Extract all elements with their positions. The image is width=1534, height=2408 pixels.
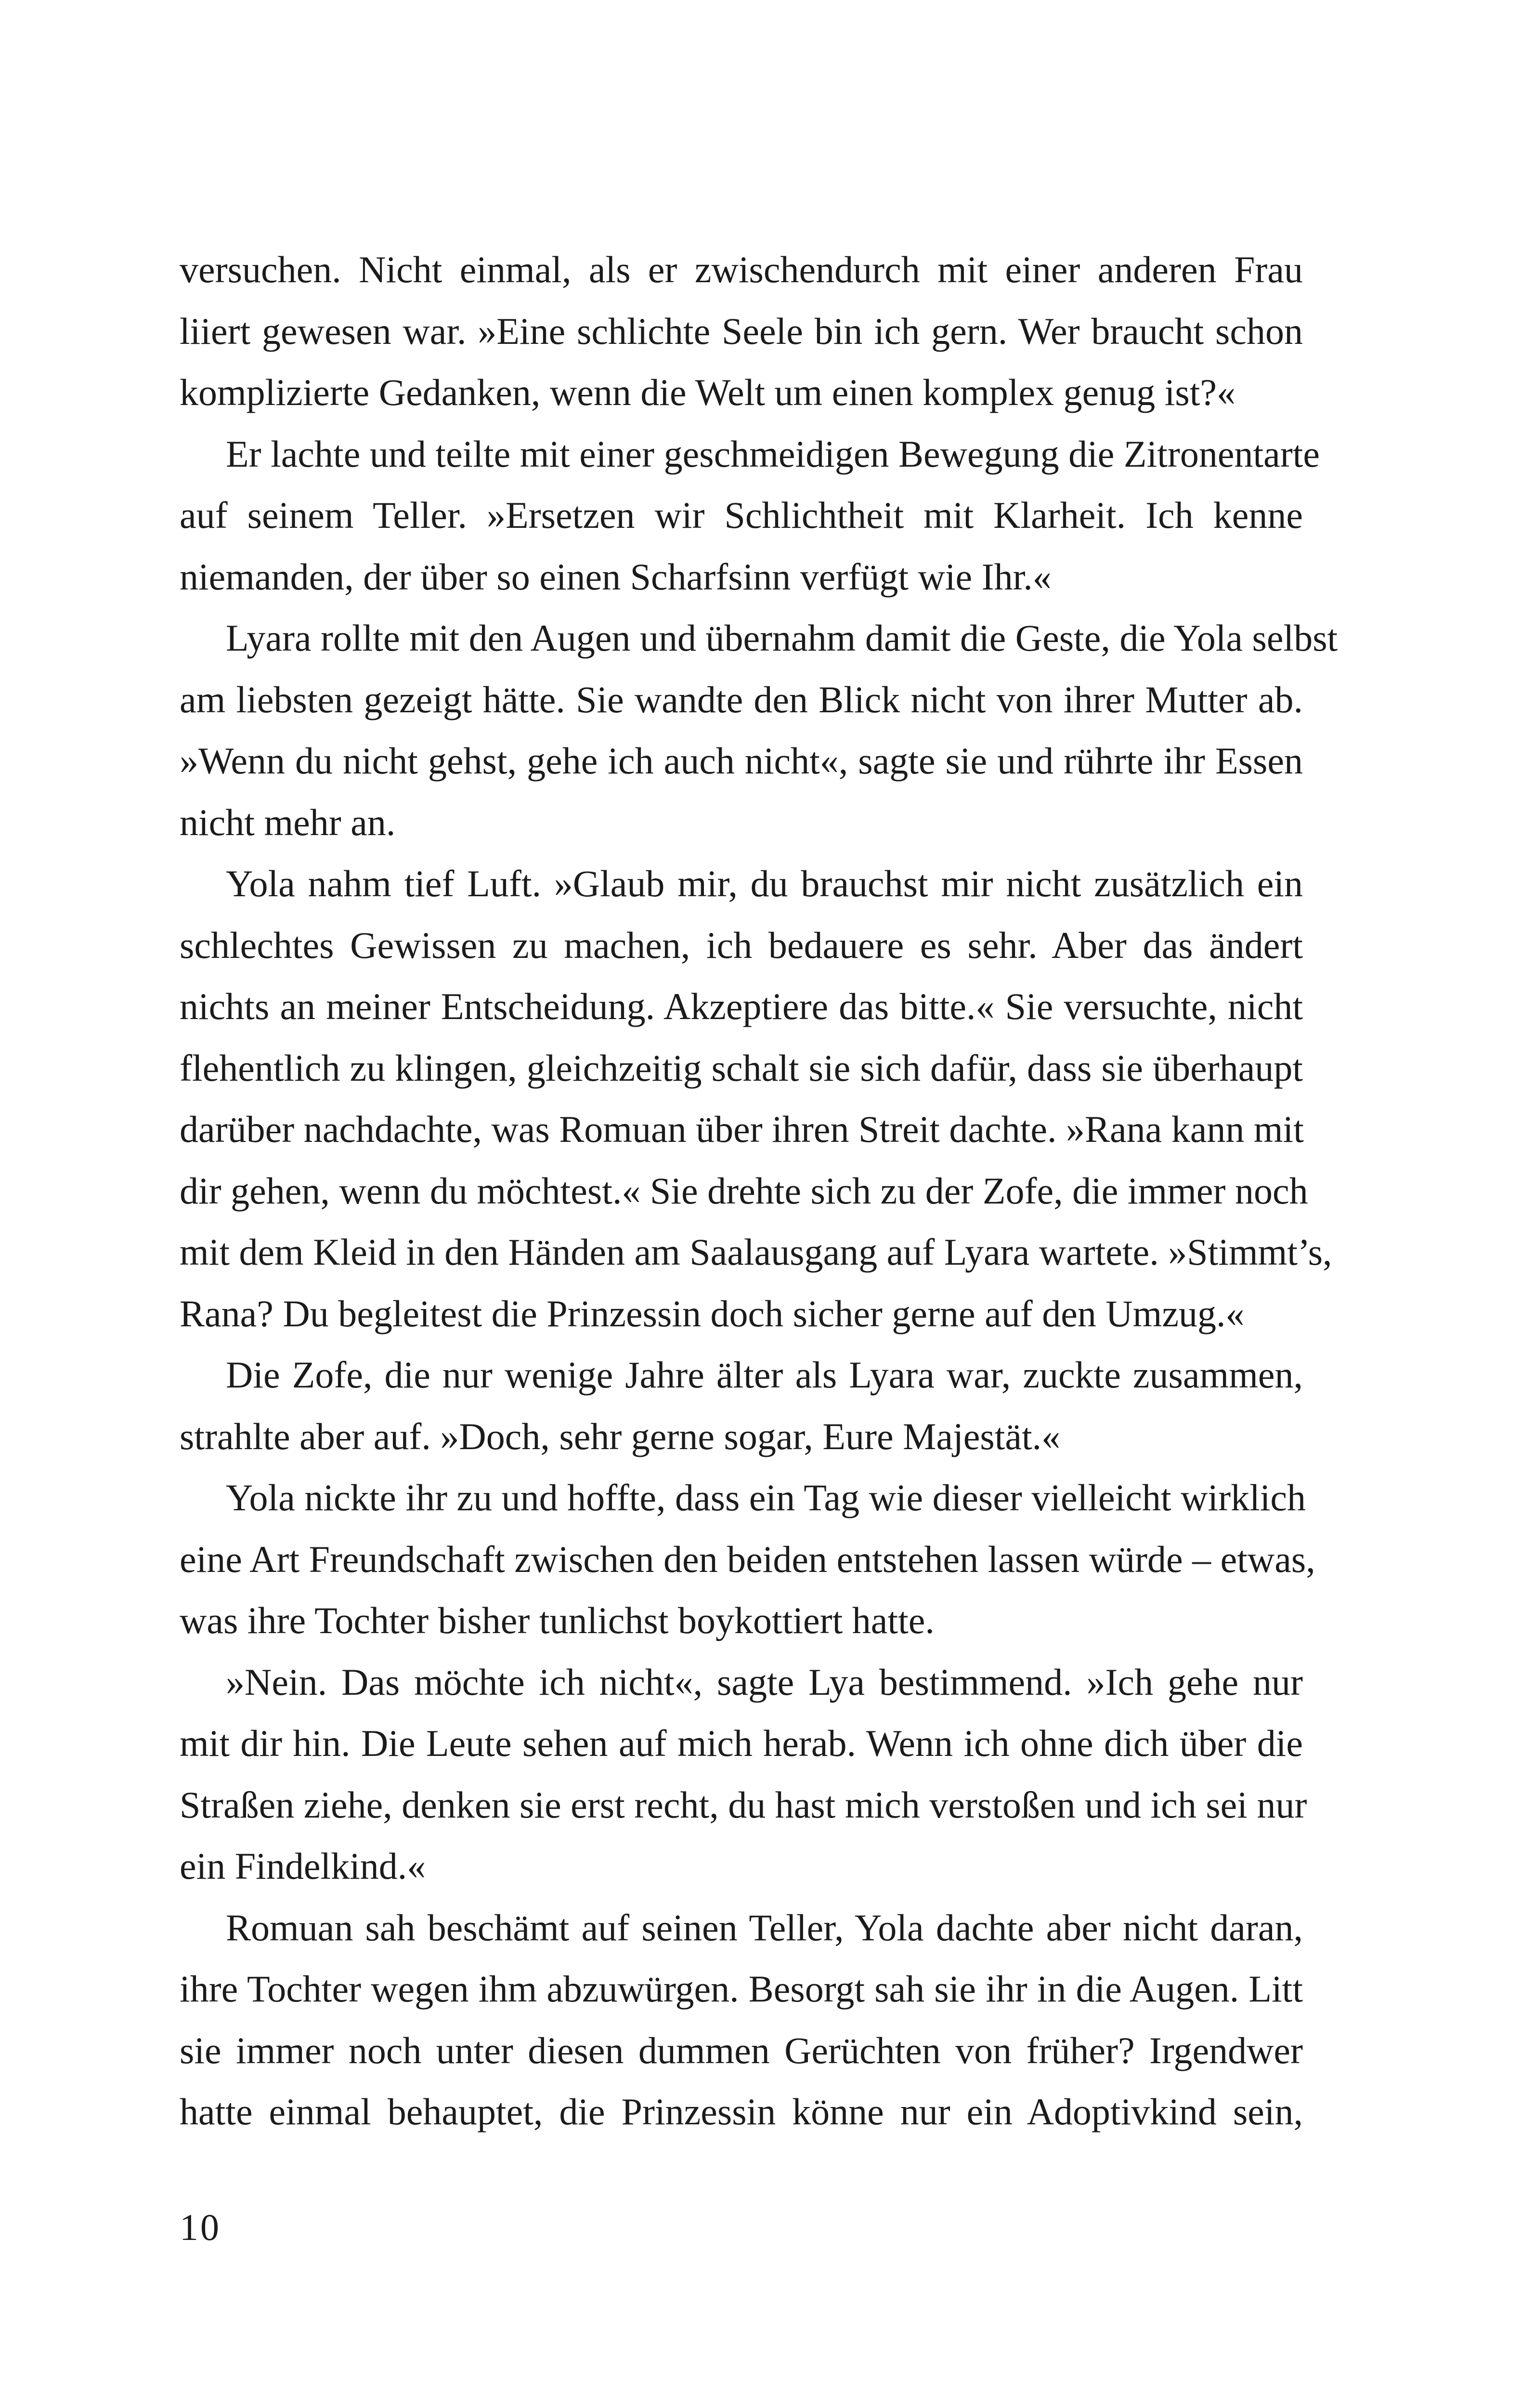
text-line: flehentlich zu klingen, gleichzeitig schalt sie sich dafür, dass sie überhaupt (180, 1047, 1303, 1089)
text-line: mit dir hin. Die Leute sehen auf mich herab. Wenn ich ohne dich über die (180, 1722, 1303, 1764)
text-line: komplizierte Gedanken, wenn die Welt um einen komplex genug ist?« (180, 371, 1236, 413)
text-line: liiert gewesen war. »Eine schlichte Seele bin ich gern. Wer braucht schon (180, 310, 1303, 352)
text-line: Er lachte und teilte mit einer geschmeidigen Bewegung die Zitronentarte (226, 432, 1320, 475)
text-line: Rana? Du begleitest die Prinzessin doch sicher gerne auf den Umzug.« (180, 1292, 1245, 1335)
text-line: »Nein. Das möchte ich nicht«, sagte Lya bestimmend. »Ich gehe nur (226, 1661, 1303, 1703)
text-line: Die Zofe, die nur wenige Jahre älter als Lyara war, zuckte zusammen, (226, 1354, 1303, 1396)
text-line: niemanden, der über so einen Scharfsinn verfügt wie Ihr.« (180, 555, 1052, 598)
text-line: Romuan sah beschämt auf seinen Teller, Yola dachte aber nicht daran, (226, 1906, 1303, 1949)
text-line: »Wenn du nicht gehst, gehe ich auch nicht«, sagte sie und rührte ihr Essen (180, 740, 1303, 782)
text-line: Lyara rollte mit den Augen und übernahm damit die Geste, die Yola selbst (226, 617, 1338, 659)
text-line: am liebsten gezeigt hätte. Sie wandte den Blick nicht von ihrer Mutter ab. (180, 678, 1303, 720)
text-line: sie immer noch unter diesen dummen Gerüchten von früher? Irgendwer (180, 2029, 1303, 2071)
text-line: eine Art Freundschaft zwischen den beiden entstehen lassen würde – etwas, (180, 1538, 1315, 1580)
text-line: ein Findelkind.« (180, 1845, 426, 1887)
text-line: schlechtes Gewissen zu machen, ich bedauere es sehr. Aber das ändert (180, 924, 1303, 966)
text-line: Yola nahm tief Luft. »Glaub mir, du brauchst mir nicht zusätzlich ein (226, 863, 1303, 904)
text-line: mit dem Kleid in den Händen am Saalausgang auf Lyara wartete. »Stimmt’s, (180, 1231, 1332, 1273)
page-number: 10 (180, 2206, 221, 2248)
text-line: ihre Tochter wegen ihm abzuwürgen. Besorgt sah sie ihr in die Augen. Litt (180, 1968, 1303, 2010)
text-line: auf seinem Teller. »Ersetzen wir Schlichtheit mit Klarheit. Ich kenne (180, 494, 1303, 536)
text-line: Straßen ziehe, denken sie erst recht, du hast mich verstoßen und ich sei nur (180, 1783, 1307, 1826)
text-line: Yola nickte ihr zu und hoffte, dass ein Tag wie dieser vielleicht wirklich (226, 1477, 1306, 1518)
text-line: darüber nachdachte, was Romuan über ihren Streit dachte. »Rana kann mit (180, 1108, 1304, 1150)
text-line: was ihre Tochter bisher tunlichst boykottiert hatte. (180, 1599, 935, 1641)
body-text (180, 239, 1338, 2143)
text-line: dir gehen, wenn du möchtest.« Sie drehte sich zu der Zofe, die immer noch (180, 1169, 1308, 1212)
text-line: versuchen. Nicht einmal, als er zwischendurch mit einer anderen Frau (180, 249, 1303, 290)
text-line: nichts an meiner Entscheidung. Akzeptiere das bitte.« Sie versuchte, nicht (180, 985, 1303, 1027)
text-line: strahlte aber auf. »Doch, sehr gerne sogar, Eure Majestät.« (180, 1415, 1061, 1457)
text-line: hatte einmal behauptet, die Prinzessin könne nur ein Adoptivkind sein, (180, 2091, 1303, 2133)
text-line: nicht mehr an. (180, 801, 396, 843)
